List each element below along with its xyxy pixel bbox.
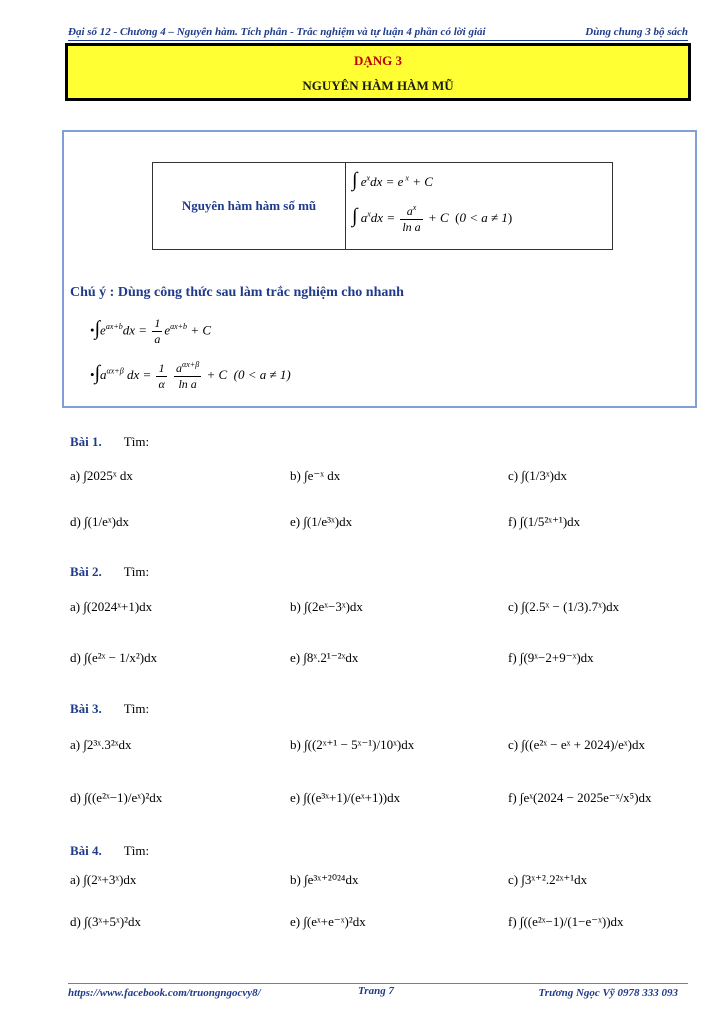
exercise-3-item-b: b) ∫((2ˣ⁺¹ − 5ˣ⁻¹)/10ˣ)dx <box>290 737 415 752</box>
page-footer <box>68 987 688 999</box>
exercise-1-item-e: e) ∫(1/e³ˣ)dx <box>290 514 353 529</box>
banner-line2: NGUYÊN HÀM HÀM MŨ <box>302 78 454 93</box>
exercise-4-item-e: e) ∫(eˣ+e⁻ˣ)²dx <box>290 914 366 929</box>
banner-line1: DẠNG 3 <box>353 53 403 68</box>
exercise-2-item-e: e) ∫8ˣ.2¹⁻²ˣdx <box>290 650 359 665</box>
exercise-3-item-c: c) ∫((e²ˣ − eˣ + 2024)/eˣ)dx <box>508 737 645 752</box>
exercise-3-item-a: a) ∫2³ˣ.3²ˣdx <box>70 737 132 752</box>
note-formula-1: $•\int e^{ax+b}dx$ = $\frac{1}{a}$ $e^{ax+b} + C$ <box>90 316 212 346</box>
exercise-3-item-d: d) ∫((e²ˣ−1)/eˣ)²dx <box>70 790 163 805</box>
exercise-1-item-b: b) ∫e⁻ˣ dx <box>290 468 341 483</box>
formula-table-label: Nguyên hàm hàm số mũ <box>153 163 346 249</box>
header-right: Dùng chung 3 bộ sách <box>585 26 688 38</box>
exercise-2-title: Bài 2. Tìm: <box>70 564 150 579</box>
note-formula-2: $•\int a^{\alpha x+\beta}$ dx = $\frac{1}{\alpha}$ $\frac{a^{\alpha x+\beta}}{\text{ln a}}$ + C (0 < a ≠ 1) <box>90 360 291 391</box>
exercise-2-item-b: b) ∫(2eˣ−3ˣ)dx <box>290 599 363 614</box>
footer-author: Trương Ngọc Vỹ 0978 333 093 <box>538 987 678 999</box>
page-header <box>68 26 688 38</box>
exercise-2-item-d: d) ∫(e²ˣ − 1/x²)dx <box>70 650 158 665</box>
footer-divider <box>68 983 688 984</box>
exercise-1-item-c: c) ∫(1/3ˣ)dx <box>508 468 567 483</box>
exercise-3-item-e: e) ∫((e³ˣ+1)/(eˣ+1))dx <box>290 790 401 805</box>
exercise-4-item-d: d) ∫(3ˣ+5ˣ)²dx <box>70 914 142 929</box>
note-title: Chú ý : Dùng công thức sau làm trắc nghiệm cho nhanh <box>70 285 404 300</box>
section-banner <box>65 43 691 101</box>
exercise-2-item-c: c) ∫(2.5ˣ − (1/3).7ˣ)dx <box>508 599 620 614</box>
exercise-2-item-a: a) ∫(2024ˣ+1)dx <box>70 599 153 614</box>
exercise-1-item-f: f) ∫(1/5²ˣ⁺¹)dx <box>508 514 581 529</box>
exercise-1-title: Bài 1. Tìm: <box>70 434 150 449</box>
formula-table-formulas <box>346 163 612 249</box>
footer-link[interactable]: https://www.facebook.com/truongngocvy8/ <box>68 987 261 999</box>
exercise-4-item-f: f) ∫((e²ˣ−1)/(1−e⁻ˣ))dx <box>508 914 624 929</box>
formula-table <box>152 162 613 250</box>
exercise-2-item-f: f) ∫(9ˣ−2+9⁻ˣ)dx <box>508 650 594 665</box>
exercise-4-item-c: c) ∫3ˣ⁺².2²ˣ⁺¹dx <box>508 872 588 887</box>
exercise-1-item-a: a) ∫2025ˣ dx <box>70 468 133 483</box>
exercise-1-item-d: d) ∫(1/eˣ)dx <box>70 514 129 529</box>
formula-exp: ∫ $e^xdx = e$ $^x$ + C <box>352 169 433 191</box>
exercise-3-item-f: f) ∫eˣ(2024 − 2025e⁻ˣ/x⁵)dx <box>508 790 652 805</box>
exercise-3-title: Bài 3. Tìm: <box>70 701 150 716</box>
page-number: Trang 7 <box>358 985 394 997</box>
exercise-4-title: Bài 4. Tìm: <box>70 843 150 858</box>
formula-ax: ∫ $a^xdx$ = $\frac{a^x}{\text{ln a}}$ + C (0 < a ≠ 1) <box>352 203 513 234</box>
header-left: Đại số 12 - Chương 4 – Nguyên hàm. Tích phân - Trắc nghiệm và tự luận 4 phần có lời giải <box>68 26 486 38</box>
exercise-4-item-b: b) ∫e³ˣ⁺²⁰²⁴dx <box>290 872 359 887</box>
exercise-4-item-a: a) ∫(2ˣ+3ˣ)dx <box>70 872 137 887</box>
header-divider <box>68 40 688 41</box>
